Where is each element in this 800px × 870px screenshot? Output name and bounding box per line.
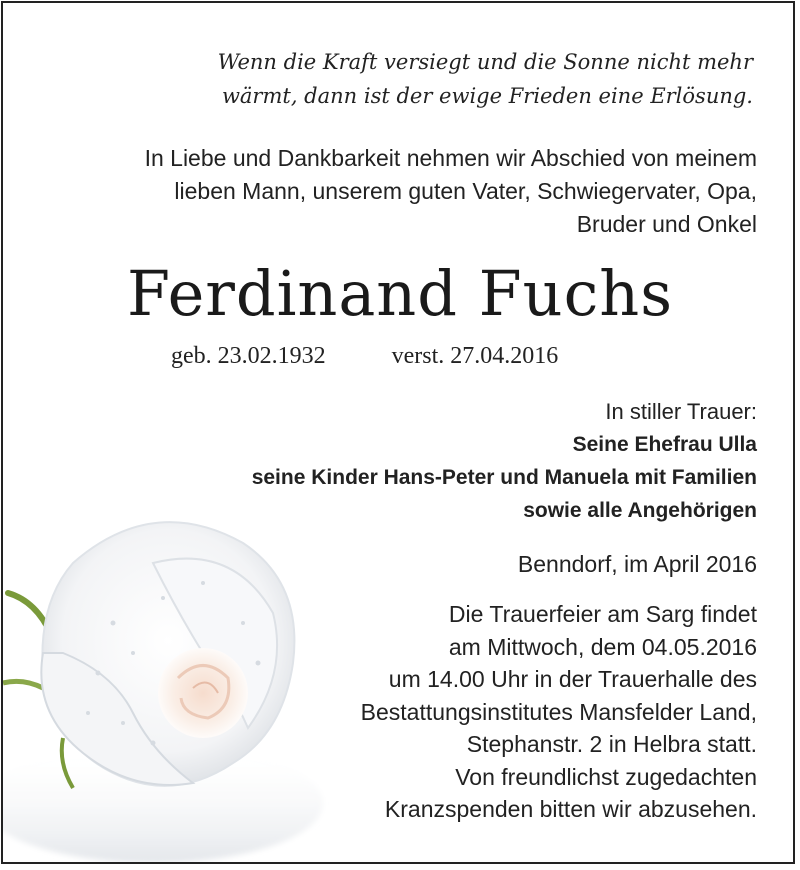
- service-line: am Mittwoch, dem 04.05.2016: [448, 633, 757, 660]
- service-line: Kranzspenden bitten wir abzusehen.: [384, 796, 757, 822]
- birth-date: geb. 23.02.1932: [171, 343, 326, 369]
- funeral-service-info: [361, 598, 757, 826]
- intro-line: Bruder und Onkel: [576, 211, 757, 237]
- mourners-block: [252, 395, 757, 527]
- motto-line: wärmt, dann ist der ewige Frieden eine Erlösung.: [221, 84, 753, 108]
- white-rose-image: [3, 503, 333, 863]
- intro-text: [145, 142, 757, 241]
- life-dates: [171, 343, 558, 370]
- deceased-name: Ferdinand Fuchs: [126, 257, 674, 330]
- obituary-card: [1, 1, 795, 864]
- intro-line: lieben Mann, unserem guten Vater, Schwiegervater, Opa,: [174, 178, 757, 204]
- mourner-line: seine Kinder Hans-Peter und Manuela mit Familien: [251, 466, 757, 489]
- motto-line: Wenn die Kraft versiegt und die Sonne nicht mehr: [217, 50, 753, 74]
- death-date: verst. 27.04.2016: [391, 343, 559, 369]
- service-line: Stephanstr. 2 in Helbra statt.: [466, 731, 757, 757]
- service-line: Bestattungsinstitutes Mansfelder Land,: [360, 698, 757, 725]
- service-line: Die Trauerfeier am Sarg findet: [448, 601, 757, 627]
- service-line: Von freundlichst zugedachten: [455, 763, 757, 790]
- mourner-line: sowie alle Angehörigen: [523, 499, 757, 522]
- motto-quote: [218, 45, 753, 113]
- intro-line: In Liebe und Dankbarkeit nehmen wir Abschied von meinem: [144, 145, 757, 171]
- place-date: Benndorf, im April 2016: [517, 551, 757, 577]
- mourners-heading: In stiller Trauer:: [605, 399, 757, 424]
- service-line: um 14.00 Uhr in der Trauerhalle des: [388, 666, 757, 692]
- mourner-line: Seine Ehefrau Ulla: [572, 433, 757, 456]
